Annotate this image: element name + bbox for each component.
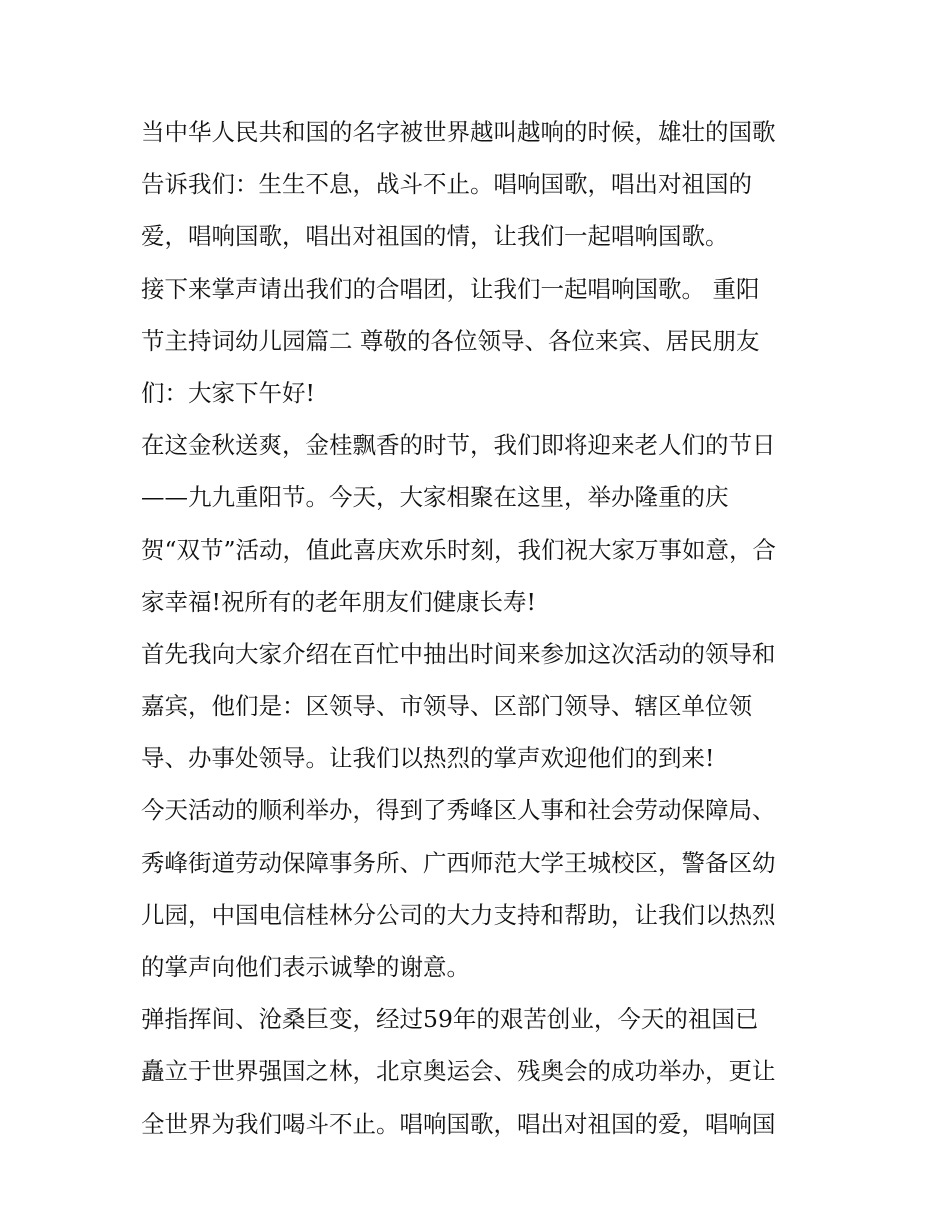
text-line: 导、办事处领导。让我们以热烈的掌声欢迎他们的到来! [141, 744, 715, 773]
text-line: 首先我向大家介绍在百忙中抽出时间来参加这次活动的领导和 [141, 639, 776, 668]
text-line: 接下来掌声请出我们的合唱团，让我们一起唱响国歌。 重阳 [141, 274, 760, 303]
text-line: 弹指挥间、沧桑巨变，经过59年的艰苦创业，今天的祖国已 [141, 1005, 759, 1034]
text-line: 在这金秋送爽，金桂飘香的时节，我们即将迎来老人们的节日 [141, 431, 776, 460]
text-line: 节主持词幼儿园篇二 尊敬的各位领导、各位来宾、居民朋友 [141, 326, 760, 355]
text-line: 爱，唱响国歌，唱出对祖国的情，让我们一起唱响国歌。 [141, 222, 729, 251]
text-line: 的掌声向他们表示诚挚的谢意。 [141, 953, 470, 981]
text-line: 嘉宾，他们是：区领导、市领导、区部门领导、辖区单位领 [141, 692, 752, 721]
text-line: 告诉我们：生生不息，战斗不止。唱响国歌，唱出对祖国的 [141, 170, 752, 199]
text-line: 秀峰街道劳动保障事务所、广西师范大学王城校区，警备区幼 [141, 848, 776, 877]
text-line: ——九九重阳节。今天，大家相聚在这里，举办隆重的庆 [141, 483, 729, 512]
text-line: 矗立于世界强国之林，北京奥运会、残奥会的成功举办，更让 [141, 1057, 776, 1086]
document-body [141, 106, 821, 1150]
text-line: 全世界为我们喝斗不止。唱响国歌，唱出对祖国的爱，唱响国 [141, 1109, 776, 1138]
text-line: 们：大家下午好! [141, 378, 315, 407]
text-line: 家幸福!祝所有的老年朋友们健康长寿! [141, 587, 536, 616]
text-line: 儿园，中国电信桂林分公司的大力支持和帮助，让我们以热烈 [141, 900, 776, 929]
text-line: 当中华人民共和国的名字被世界越叫越响的时候，雄壮的国歌 [141, 118, 776, 146]
text-line: 贺“双节”活动，值此喜庆欢乐时刻，我们祝大家万事如意，合 [141, 535, 777, 564]
text-line: 今天活动的顺利举办，得到了秀峰区人事和社会劳动保障局、 [141, 796, 776, 825]
